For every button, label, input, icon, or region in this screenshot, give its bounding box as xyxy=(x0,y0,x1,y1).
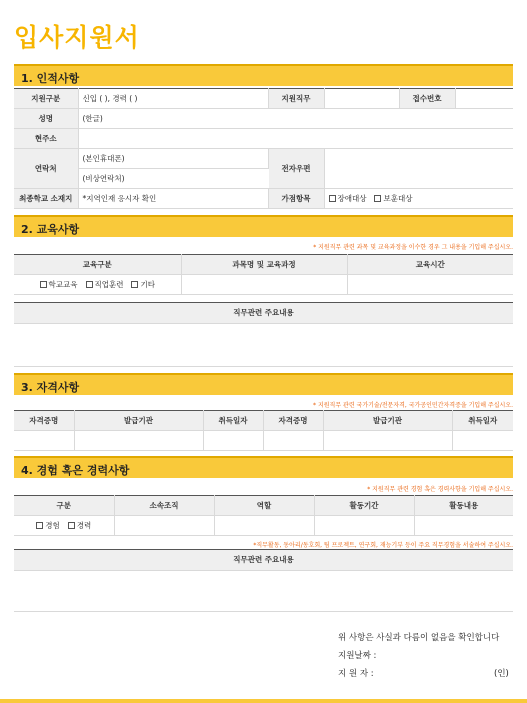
exp-period-field[interactable] xyxy=(314,516,414,536)
contact-mobile-field[interactable]: (본인휴대폰) xyxy=(78,149,268,169)
exp-col-org: 소속조직 xyxy=(114,496,214,516)
exp-content-field[interactable] xyxy=(414,516,513,536)
edu-duty-content-header: 직무관련 주요내용 xyxy=(14,302,513,324)
education-note: * 지원직무 관련 과목 및 교육과정을 이수한 경우 그 내용을 기입해 주십시오. xyxy=(313,244,513,251)
experience-table xyxy=(14,495,513,536)
address-label: 현주소 xyxy=(14,129,78,149)
exp-type-options: 경험 경력 xyxy=(14,516,114,536)
email-field[interactable] xyxy=(324,149,513,189)
apply-type-field[interactable]: 신입 ( ), 경력 ( ) xyxy=(78,89,268,109)
cert-col-name-1: 자격증명 xyxy=(14,411,74,431)
exp-col-role: 역할 xyxy=(214,496,314,516)
footer-bar xyxy=(0,699,527,703)
cert-col-issuer-1: 발급기관 xyxy=(74,411,203,431)
cert-col-name-2: 자격증명 xyxy=(263,411,323,431)
personal-table xyxy=(14,88,513,209)
edu-col-subject: 과목명 및 교육과정 xyxy=(181,255,347,275)
apply-type-label: 지원구분 xyxy=(14,89,78,109)
edu-divider xyxy=(14,366,513,367)
disabled-checkbox[interactable] xyxy=(329,195,336,202)
date-label: 지원날짜 : xyxy=(338,651,377,661)
bonus-label: 가점항목 xyxy=(268,189,324,209)
cert-name-field-2[interactable] xyxy=(263,431,323,451)
confirm-statement: 위 사항은 사실과 다름이 없음을 확인합니다 xyxy=(338,633,500,643)
page-title: 입사지원서 xyxy=(14,23,140,52)
experience-note-2: *직무활동, 동아리/동호회, 팀 프로젝트, 연구회, 재능기부 등이 주요 직무경험을 서술하여 주십시오. xyxy=(253,542,513,549)
school-field[interactable]: *지역인재 응시자 확인 xyxy=(78,189,268,209)
name-field[interactable]: (한글) xyxy=(78,109,513,129)
contact-emergency-field[interactable]: (비상연락처) xyxy=(78,169,268,189)
section-experience-header: 4. 경험 혹은 경력사항 xyxy=(14,456,513,478)
career-checkbox[interactable] xyxy=(68,522,75,529)
edu-col-type: 교육구분 xyxy=(14,255,181,275)
job-field[interactable] xyxy=(324,89,399,109)
applicant-label: 지 원 자 : xyxy=(338,669,374,679)
receipt-field[interactable] xyxy=(455,89,513,109)
certification-note: * 지원직무 관련 국가기술/전문자격, 국가공인민간자격증을 기입해 주십시오. xyxy=(313,402,513,409)
exp-org-field[interactable] xyxy=(114,516,214,536)
exp-col-content: 활동내용 xyxy=(414,496,513,516)
email-label: 전자우편 xyxy=(268,149,324,189)
section-education-header: 2. 교육사항 xyxy=(14,215,513,237)
certification-table xyxy=(14,410,513,451)
school-edu-checkbox[interactable] xyxy=(40,281,47,288)
receipt-label: 접수번호 xyxy=(399,89,455,109)
experience-checkbox[interactable] xyxy=(36,522,43,529)
school-label: 최종학교 소재지 xyxy=(14,189,78,209)
edu-hours-field[interactable] xyxy=(347,275,513,295)
veteran-checkbox[interactable] xyxy=(374,195,381,202)
cert-name-field[interactable] xyxy=(14,431,74,451)
cert-issuer-field[interactable] xyxy=(74,431,203,451)
section-personal-header: 1. 인적사항 xyxy=(14,64,513,86)
other-checkbox[interactable] xyxy=(131,281,138,288)
contact-label: 연락처 xyxy=(14,149,78,189)
exp-col-period: 활동기간 xyxy=(314,496,414,516)
cert-col-issuer-2: 발급기관 xyxy=(323,411,452,431)
exp-duty-content-header: 직무관련 주요내용 xyxy=(14,549,513,571)
exp-divider xyxy=(14,611,513,612)
edu-type-options: 학교교육 직업훈련 기타 xyxy=(14,275,181,295)
cert-col-date-1: 취득일자 xyxy=(203,411,263,431)
exp-col-type: 구분 xyxy=(14,496,114,516)
edu-col-hours: 교육시간 xyxy=(347,255,513,275)
address-field[interactable] xyxy=(78,129,513,149)
section-certification-header: 3. 자격사항 xyxy=(14,373,513,395)
education-table xyxy=(14,254,513,295)
cert-date-field[interactable] xyxy=(203,431,263,451)
vocational-checkbox[interactable] xyxy=(86,281,93,288)
bonus-options: 장애대상 보훈대상 xyxy=(324,189,513,209)
cert-col-date-2: 취득일자 xyxy=(452,411,513,431)
cert-issuer-field-2[interactable] xyxy=(323,431,452,451)
name-label: 성명 xyxy=(14,109,78,129)
edu-subject-field[interactable] xyxy=(181,275,347,295)
cert-date-field-2[interactable] xyxy=(452,431,513,451)
job-label: 지원직무 xyxy=(268,89,324,109)
seal-mark: (인) xyxy=(494,669,509,679)
experience-note: * 지원직무 관련 경험 혹은 경력사항을 기입해 주십시오. xyxy=(367,486,513,493)
exp-role-field[interactable] xyxy=(214,516,314,536)
